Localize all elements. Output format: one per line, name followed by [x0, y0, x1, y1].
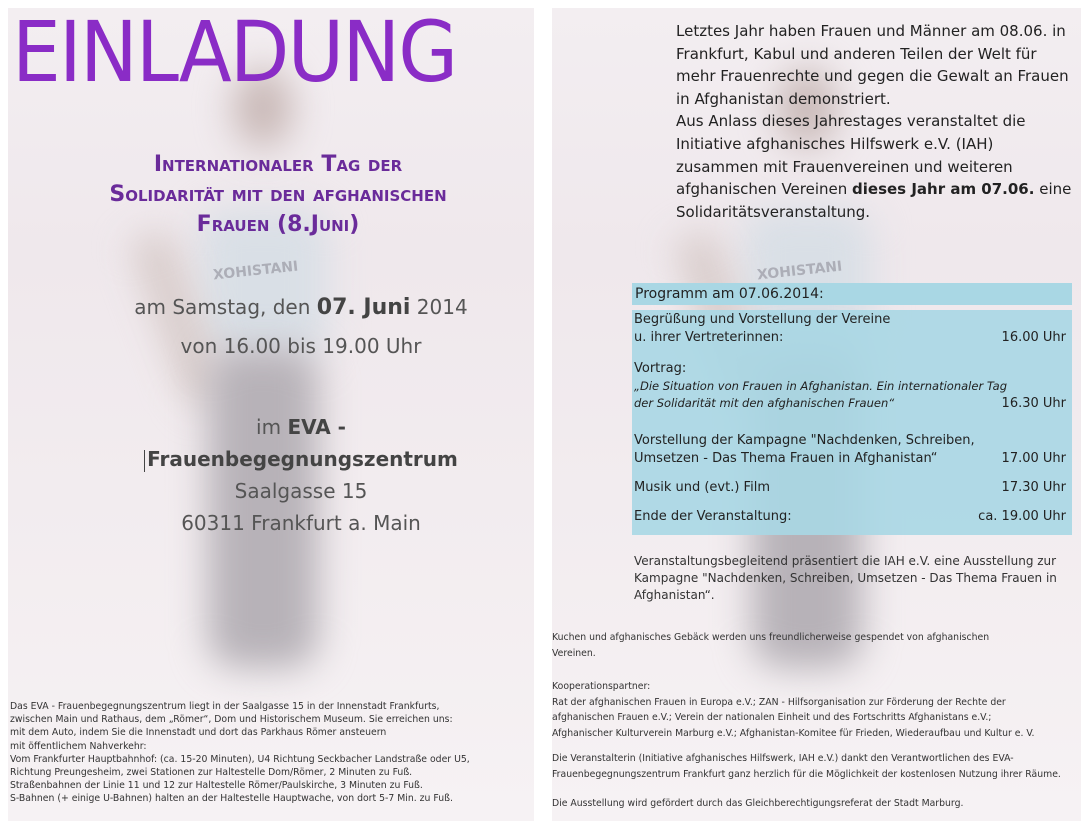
- gebaeck-text: [552, 630, 1081, 661]
- programm-item-1: [634, 311, 1066, 346]
- directions-line: zwischen Main und Rathaus, dem „Römer“, Dom und Historischem Museum. Sie erreichen uns:: [10, 714, 453, 726]
- partner-line-1: Rat der afghanischen Frauen in Europa e.V.; ZAN - Hilfsorganisation zur Förderung der Rechte der: [552, 696, 1006, 708]
- directions-line: Das EVA - Frauenbegegnungszentrum liegt in der Saalgasse 15 in der Innenstadt Frankfurts,: [10, 701, 440, 712]
- page-title: EINLADUNG: [12, 8, 457, 101]
- venue-street: Saalgasse 15: [234, 479, 368, 503]
- date-bold: 07. Juni: [316, 295, 411, 320]
- item-2-label: Vortrag:: [634, 361, 687, 376]
- programm-item-5: [634, 508, 1066, 526]
- foerderung-text: Die Ausstellung wird gefördert durch das Gleichberechtigungsreferat der Stadt Marburg.: [552, 798, 964, 809]
- exhibition-note: Veranstaltungsbegleitend präsentiert die IAH e.V. eine Ausstellung zur Kampagne "Nachdenken, Schreiben, Umsetzen - Das Thema Frauen in Afghanistan“.: [634, 554, 1057, 602]
- subtitle-line-3: Frauen (8.Juni): [196, 212, 360, 237]
- item-1-line-1: Begrüßung und Vorstellung der Vereine: [634, 312, 891, 327]
- event-date: [68, 294, 534, 321]
- directions-text: [10, 700, 534, 806]
- programm-item-4: [634, 479, 1066, 497]
- directions-line: mit dem Auto, indem Sie die Innenstadt und dort das Parkhaus Römer ansteuern: [10, 727, 387, 739]
- partner-label: Kooperationspartner:: [552, 681, 651, 692]
- intro-text: [676, 20, 1078, 223]
- item-2-line-1: „Die Situation von Frauen in Afghanistan. Ein internationaler Tag: [634, 378, 1007, 393]
- bib-label: XOHISTANI: [212, 258, 300, 284]
- right-page: [552, 8, 1081, 821]
- venue-line-1: [68, 411, 534, 443]
- venue-city: 60311 Frankfurt a. Main: [181, 511, 421, 535]
- dank-text: [552, 751, 1081, 782]
- partner-line-2: afghanischen Frauen e.V.; Verein der nationalen Einheit und des Fortschritts Afghanistans e.V.;: [552, 712, 992, 723]
- item-1-line-2: u. ihrer Vertreterinnen:: [634, 329, 784, 345]
- programm-heading: Programm am 07.06.2014:: [632, 283, 1072, 305]
- partner-text: [552, 679, 1081, 741]
- gebaeck-line-2: Vereinen.: [552, 647, 596, 659]
- directions-line: Richtung Preungesheim, zwei Stationen zur Haltestelle Dom/Römer, 2 Minuten zu Fuß.: [10, 767, 413, 779]
- intro-2b: dieses Jahr am 07.06.: [852, 180, 1035, 199]
- event-time: von 16.00 bis 19.00 Uhr: [180, 334, 422, 358]
- text-cursor: [144, 450, 145, 472]
- venue-line-2: [68, 443, 534, 475]
- item-3-time: 17.00 Uhr: [1001, 450, 1066, 466]
- directions-line: S-Bahnen (+ einige U-Bahnen) halten an der Haltestelle Hauptwache, von dort 5-7 Min. zu Fuß.: [10, 793, 453, 805]
- intro-paragraph-1: Letztes Jahr haben Frauen und Männer am 08.06. in Frankfurt, Kabul und anderen Teilen der Welt für mehr Frauenrechte und gegen die Gewalt an Frauen in Afghanistan demonstriert.: [676, 22, 1069, 108]
- venue-name-part-2: Frauenbegegnungszentrum: [147, 447, 458, 471]
- intro-2a: Aus Anlass dieses Jahrestages veranstaltet die Initiative afghanisches Hilfswerk e.V. (IAH) zusammen mit Frauenvereinen und weiteren afghanischen Vereinen: [676, 112, 1026, 199]
- programm-item-2: [634, 360, 1066, 413]
- date-year: 2014: [410, 295, 468, 319]
- venue-prefix: im: [256, 415, 288, 439]
- item-2-line-2: der Solidarität mit den afghanischen Frauen“: [634, 396, 895, 410]
- intro-paragraph-2: [676, 110, 1078, 223]
- directions-line: Straßenbahnen der Linie 11 und 12 zur Haltestelle Römer/Paulskirche, 3 Minuten zu Fuß.: [10, 780, 423, 792]
- directions-line: Vom Frankfurter Hauptbahnhof: (ca. 15-20 Minuten), U4 Richtung Seckbacher Landstraße oder U5,: [10, 753, 470, 765]
- subtitle-line-2: Solidarität mit den afghanischen: [109, 182, 447, 207]
- item-4-label: Musik und (evt.) Film: [634, 480, 770, 495]
- gebaeck-line-1: Kuchen und afghanisches Gebäck werden uns freundlicherweise gespendet von afghanischen: [552, 632, 990, 643]
- left-page: [8, 8, 534, 821]
- item-5-time: ca. 19.00 Uhr: [978, 509, 1066, 524]
- dank-line-2: Frauenbegegnungszentrum Frankfurt ganz herzlich für die Möglichkeit der kostenlosen Nutzung ihrer Räume.: [552, 768, 1061, 780]
- item-3-line-1: Vorstellung der Kampagne "Nachdenken, Schreiben,: [634, 433, 975, 448]
- subtitle-line-1: Internationaler Tag der: [153, 152, 403, 177]
- directions-line: mit öffentlichem Nahverkehr:: [10, 740, 147, 752]
- programm-item-3: [634, 432, 1066, 467]
- bib-label: XOHISTANI: [756, 258, 844, 284]
- event-subtitle: [28, 150, 528, 240]
- item-3-line-2: Umsetzen - Das Thema Frauen in Afghanistan“: [634, 450, 938, 466]
- intro-2c: eine Solidaritätsveranstaltung.: [676, 180, 1072, 221]
- partner-line-3: Afghanischer Kulturverein Marburg e.V.; Afghanistan-Komitee für Frieden, Wiederaufbau und Kultur e. V.: [552, 727, 1035, 739]
- item-1-time: 16.00 Uhr: [1001, 329, 1066, 345]
- date-prefix: am Samstag, den: [134, 295, 317, 319]
- venue-name-part-1: EVA -: [287, 415, 346, 439]
- item-4-time: 17.30 Uhr: [1001, 480, 1066, 495]
- item-5-label: Ende der Veranstaltung:: [634, 509, 792, 524]
- item-2-time: 16.30 Uhr: [1001, 396, 1066, 411]
- dank-line-1: Die Veranstalterin (Initiative afghanisches Hilfswerk, IAH e.V.) dankt den Verantwortlichen des EVA-: [552, 753, 1014, 764]
